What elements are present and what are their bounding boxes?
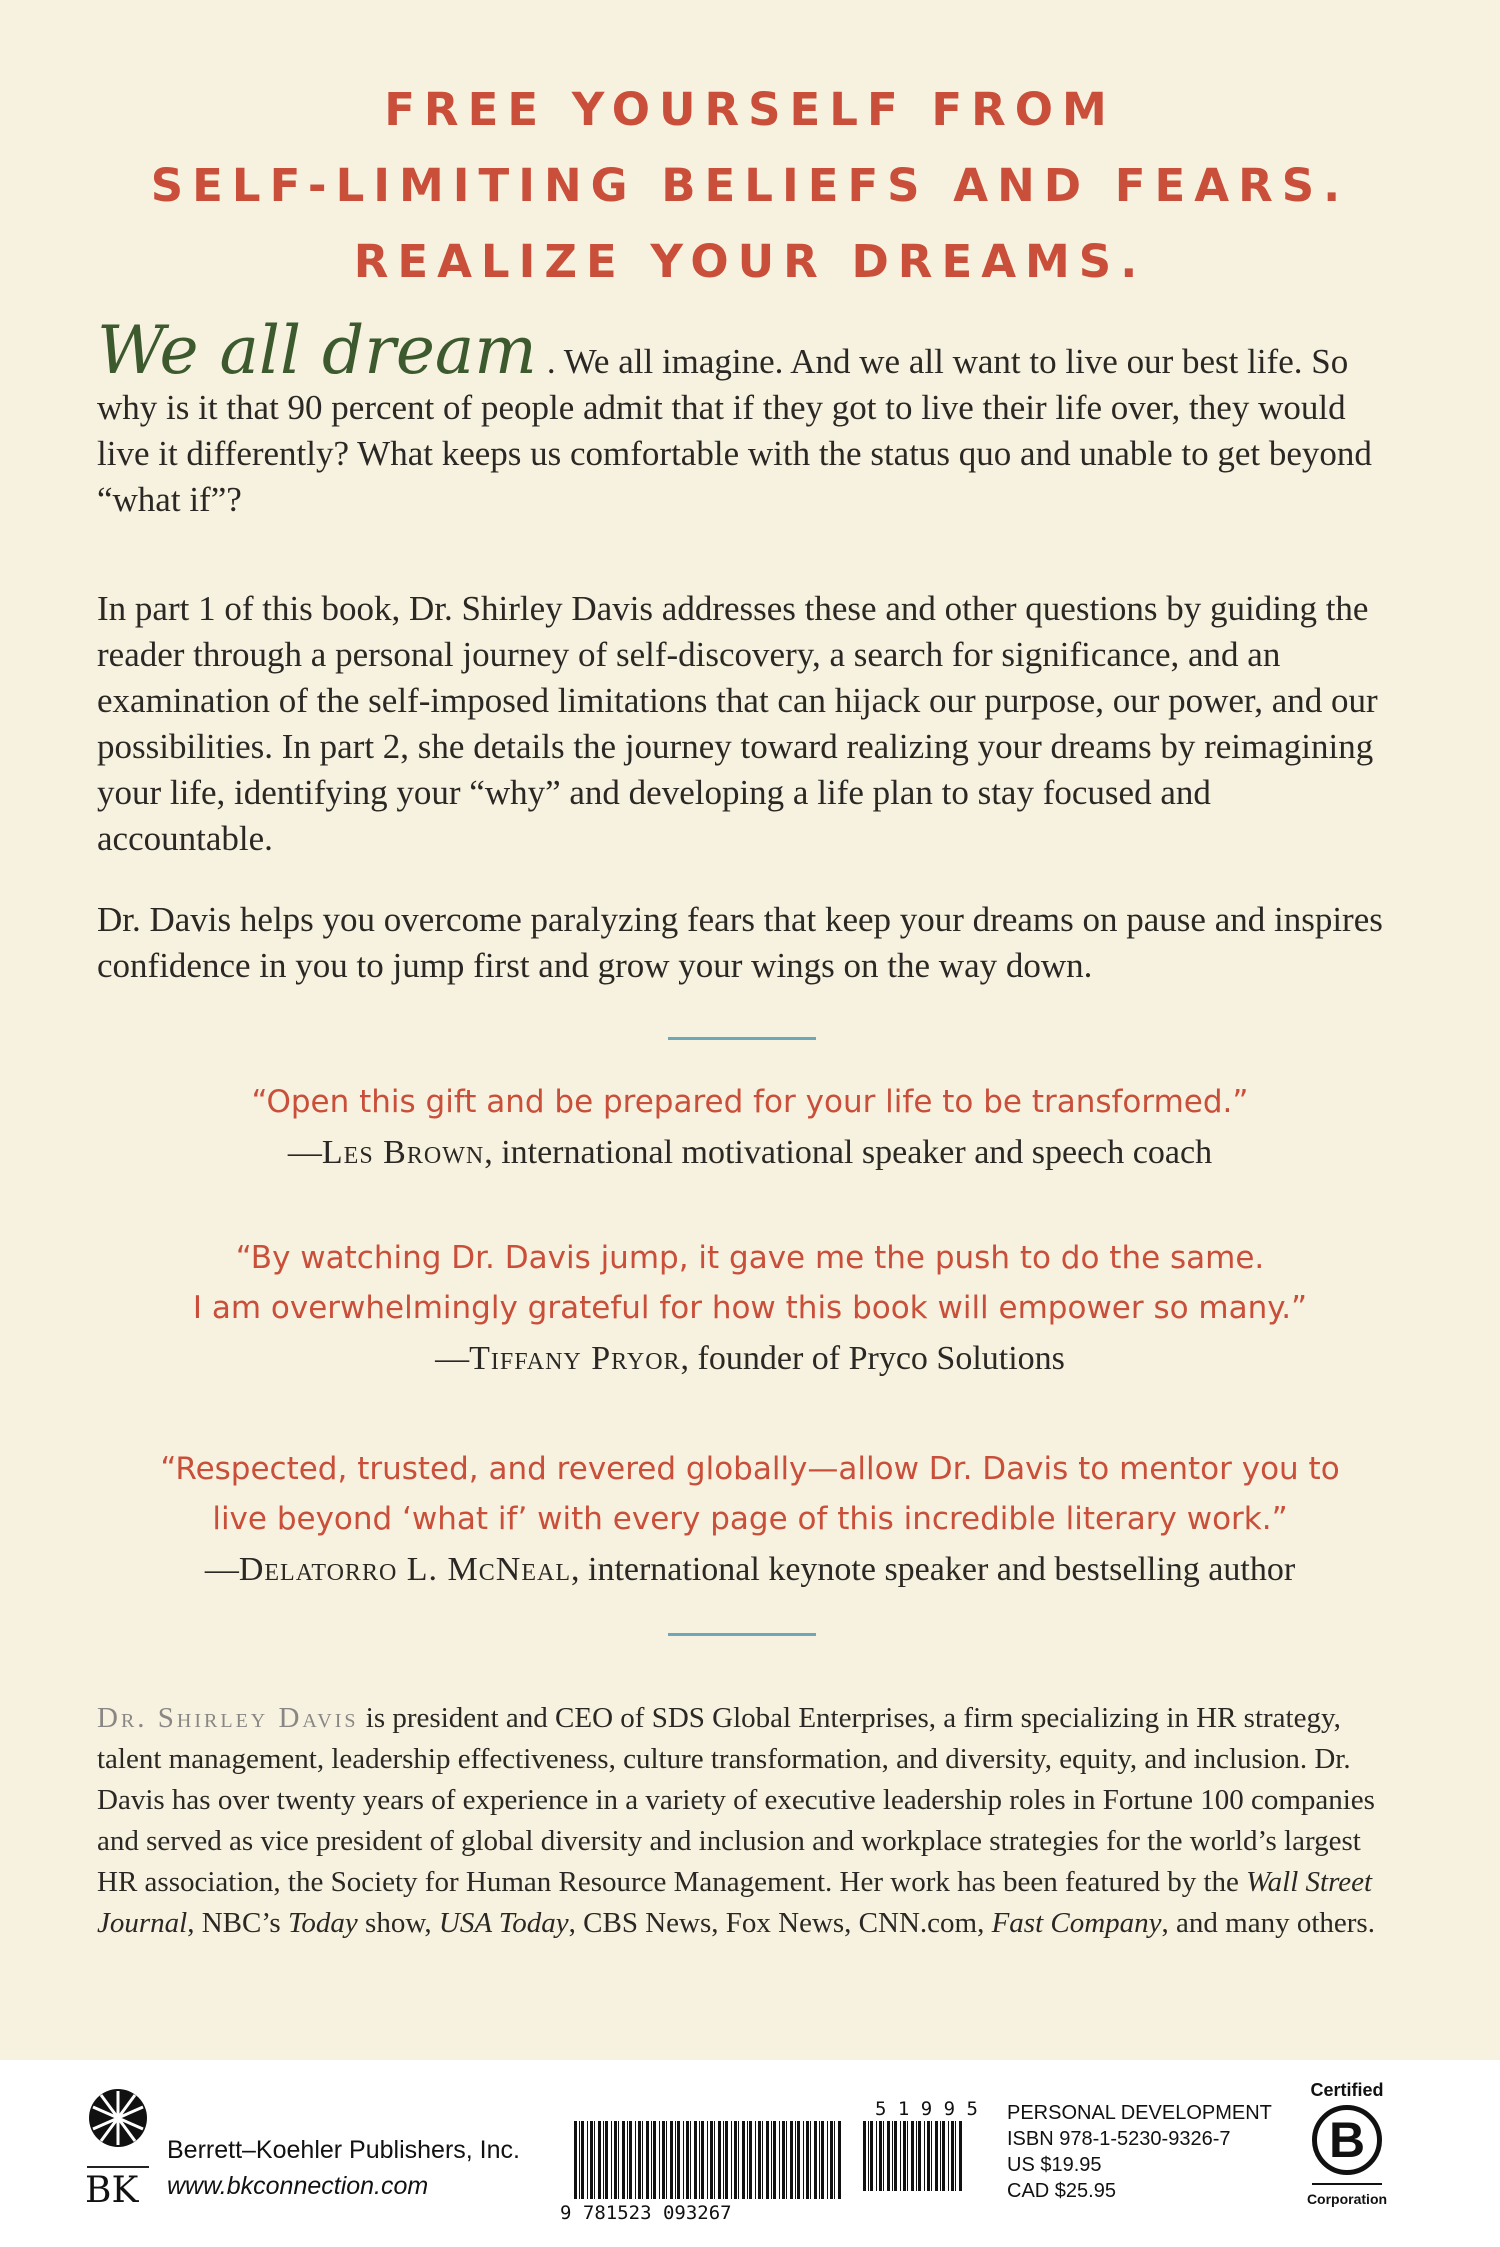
barcode-bar	[635, 2121, 636, 2199]
barcode-bar	[883, 2121, 884, 2191]
script-lead: We all dream	[97, 312, 537, 389]
quote-3-line-2: live beyond ‘what if’ with every page of this incredible literary work.”	[212, 1501, 1288, 1537]
barcode-bar	[670, 2121, 673, 2199]
barcode-bar	[959, 2121, 962, 2191]
endorsement-1	[0, 1077, 1500, 1179]
barcode-bar	[714, 2121, 715, 2199]
barcode-bar	[887, 2121, 890, 2191]
endorsement-2	[0, 1233, 1500, 1385]
barcode-bar	[755, 2121, 756, 2199]
bio-text: , and many others.	[1161, 1907, 1375, 1939]
barcode-bar	[806, 2121, 809, 2199]
barcode-bar	[723, 2121, 724, 2199]
barcode-bar	[581, 2121, 584, 2199]
barcode-bar	[790, 2121, 793, 2199]
barcode-bar	[900, 2121, 901, 2191]
barcode-bar	[916, 2121, 917, 2191]
barcode-bar	[868, 2121, 869, 2191]
barcode-bar	[605, 2121, 608, 2199]
quote-2-line-2: I am overwhelmingly grateful for how this book will empower so many.”	[192, 1290, 1308, 1326]
attribution-role: , founder of Pryco Solutions	[680, 1340, 1065, 1377]
barcode-bar	[747, 2121, 748, 2199]
bio-text: is president and CEO of SDS Global Enterprises, a firm specializing in HR strategy, talent management, leadership effectiveness, culture transformation, and diversity, equity, and inclusion. Dr. Davis has over twenty years of experience in a variety of executive leadership roles in Fortune 100 companies and served as vice president of global diversity and inclusion and workplace strategies for the world’s largest HR association, the Society for Human Resource Management. Her work has been featured by the	[97, 1702, 1375, 1898]
barcode-bar	[907, 2121, 908, 2191]
barcode-bar	[870, 2121, 873, 2191]
barcode-bar	[911, 2121, 914, 2191]
author-bio	[97, 1698, 1387, 1944]
price-code: 5 1 9 9 5	[875, 2098, 978, 2120]
barcode-bar	[686, 2121, 689, 2199]
barcode-bar	[797, 2121, 800, 2199]
barcode-bar	[773, 2121, 776, 2199]
bcorp-bottom-text: Corporation	[1306, 2191, 1388, 2207]
publisher-logo-icon	[87, 2087, 149, 2149]
barcode-bar	[827, 2121, 828, 2199]
barcode-bar	[653, 2121, 656, 2199]
barcode-bar	[646, 2121, 649, 2199]
barcode-bar	[677, 2121, 680, 2199]
barcode-bar	[611, 2121, 612, 2199]
barcode-bar	[940, 2121, 941, 2191]
barcode-bar	[699, 2121, 700, 2199]
barcode-bar	[579, 2121, 580, 2199]
barcode-bar	[894, 2121, 897, 2191]
barcode-bar	[821, 2121, 824, 2199]
barcode-bar	[879, 2121, 882, 2191]
barcode-bar	[707, 2121, 708, 2199]
barcode-bar	[819, 2121, 820, 2199]
bio-publication: USA Today	[438, 1907, 569, 1939]
barcode-bar	[598, 2121, 601, 2199]
headline	[0, 72, 1500, 300]
barcode-bar	[662, 2121, 665, 2199]
barcode-bar	[725, 2121, 728, 2199]
barcode-bar	[935, 2121, 938, 2191]
attribution-name: Delatorro L. McNeal	[238, 1551, 571, 1588]
barcode-bar	[810, 2121, 811, 2199]
barcode-bar	[622, 2121, 625, 2199]
quote-1-line-1: “Open this gift and be prepared for your life to be transformed.”	[251, 1084, 1249, 1120]
quote-2-line-1: “By watching Dr. Davis jump, it gave me the push to do the same.	[235, 1240, 1265, 1276]
barcode-bar	[659, 2121, 660, 2199]
barcode-bar	[734, 2121, 737, 2199]
attribution-2: —Tiffany Pryor, founder of Pryco Solutions	[435, 1340, 1065, 1377]
attribution-name: Tiffany Pryor	[469, 1340, 681, 1377]
barcode-bar	[779, 2121, 780, 2199]
barcode-bar	[927, 2121, 930, 2191]
barcode-bar	[758, 2121, 761, 2199]
barcode-bar	[629, 2121, 632, 2199]
headline-line-1: FREE YOURSELF FROM	[384, 83, 1116, 136]
barcode-bar	[803, 2121, 804, 2199]
attribution-role: , international keynote speaker and bestselling author	[571, 1551, 1296, 1588]
bio-text: show,	[357, 1907, 439, 1939]
barcode-bar	[683, 2121, 684, 2199]
barcode-bar	[614, 2121, 617, 2199]
barcode-bar	[762, 2121, 763, 2199]
barcode-bar	[701, 2121, 704, 2199]
barcode-bar	[742, 2121, 745, 2199]
bio-publication: Today	[287, 1907, 358, 1939]
barcode-bar	[876, 2121, 877, 2191]
isbn: ISBN 978-1-5230-9326-7	[1007, 2128, 1231, 2150]
endorsement-3	[0, 1444, 1500, 1596]
bio-publication: Fast Company	[991, 1907, 1162, 1939]
barcode-bar	[590, 2121, 593, 2199]
barcode-bar	[955, 2121, 956, 2191]
barcode-bar	[834, 2121, 835, 2199]
category: PERSONAL DEVELOPMENT	[1007, 2102, 1272, 2124]
headline-line-2: SELF-LIMITING BELIEFS AND FEARS.	[150, 159, 1350, 212]
barcode-bar	[603, 2121, 604, 2199]
barcode-bar	[903, 2121, 906, 2191]
publisher-website: www.bkconnection.com	[167, 2172, 429, 2200]
barcode-bar	[782, 2121, 785, 2199]
barcode-bar	[795, 2121, 796, 2199]
bcorp-icon: B	[1312, 2105, 1382, 2175]
footer	[0, 2060, 1500, 2247]
bcorp-badge	[1302, 2080, 1392, 2240]
barcode-bar	[738, 2121, 739, 2199]
description-paragraph: In part 1 of this book, Dr. Shirley Davis addresses these and other questions by guiding the reader through a personal journey of self-discovery, a search for significance, and an examination of the self-imposed limitations that can hijack our purpose, our power, and our possibilities. In part 2, she details the journey toward realizing your dreams by reimagining your life, identifying your “why” and developing a life plan to stay focused and accountable.	[97, 589, 1378, 858]
divider-top	[668, 1037, 816, 1040]
barcode-bar	[918, 2121, 921, 2191]
logo-rule	[87, 2166, 149, 2168]
barcode-bar	[574, 2121, 577, 2199]
book-meta	[1007, 2100, 1272, 2204]
barcode-bar	[863, 2121, 866, 2191]
headline-line-3: REALIZE YOUR DREAMS.	[353, 235, 1147, 288]
barcode-bar	[651, 2121, 652, 2199]
closing-paragraph: Dr. Davis helps you overcome paralyzing fears that keep your dreams on pause and inspires confidence in you to jump first and grow your wings on the way down.	[97, 900, 1383, 985]
barcode-bar	[666, 2121, 667, 2199]
barcode-bar	[749, 2121, 752, 2199]
barcode-bar	[838, 2121, 841, 2199]
publisher-name: Berrett–Koehler Publishers, Inc.	[167, 2136, 520, 2164]
barcode-bar	[594, 2121, 595, 2199]
barcode-bar	[718, 2121, 721, 2199]
logo-letters: BK	[85, 2170, 139, 2211]
barcode-bar	[892, 2121, 893, 2191]
barcode-bar	[675, 2121, 676, 2199]
barcode-bar	[814, 2121, 817, 2199]
bio-text: , CBS News, Fox News, CNN.com,	[568, 1907, 992, 1939]
barcode-bar	[786, 2121, 787, 2199]
intro-text: . We all imagine. And we all want to live our best life. So why is it that 90 percent of people admit that if they got to live their life over, they would live it differently? What keeps us comfortable with the status quo and unable to get beyond “what if”?	[97, 342, 1372, 519]
bio-text: , NBC’s	[187, 1907, 288, 1939]
author-name: Dr. Shirley Davis	[97, 1702, 359, 1734]
barcode-digits: 9 781523 093267	[560, 2202, 732, 2224]
barcode-bar	[771, 2121, 772, 2199]
barcode-bar	[766, 2121, 769, 2199]
isbn-barcode	[560, 2095, 980, 2225]
barcode-bar	[587, 2121, 588, 2199]
intro-paragraph	[97, 312, 1387, 523]
attribution-role: , international motivational speaker and speech coach	[484, 1134, 1213, 1171]
barcode-bar	[694, 2121, 697, 2199]
barcode-bar	[618, 2121, 619, 2199]
divider-bottom	[668, 1633, 816, 1636]
bio-publication: Wall Street Journal	[97, 1866, 1373, 1939]
quote-3-line-1: “Respected, trusted, and revered globally—allow Dr. Davis to mentor you to	[160, 1451, 1340, 1487]
barcode-bar	[710, 2121, 713, 2199]
barcode-bar	[627, 2121, 628, 2199]
barcode-bar	[924, 2121, 925, 2191]
us-price: US $19.95	[1007, 2154, 1102, 2176]
attribution-name: Les Brown	[321, 1134, 485, 1171]
barcode-bar	[948, 2121, 949, 2191]
barcode-bar	[830, 2121, 833, 2199]
attribution-1: —Les Brown, international motivational speaker and speech coach	[287, 1134, 1213, 1171]
barcode-bar	[638, 2121, 641, 2199]
barcode-bar	[642, 2121, 643, 2199]
attribution-3: —Delatorro L. McNeal, international keynote speaker and bestselling author	[204, 1551, 1296, 1588]
barcode-bar	[731, 2121, 732, 2199]
cad-price: CAD $25.95	[1007, 2180, 1116, 2202]
barcode-bar	[942, 2121, 945, 2191]
barcode-bar	[690, 2121, 691, 2199]
bcorp-top-text: Certified	[1310, 2080, 1384, 2100]
barcode-bar	[931, 2121, 932, 2191]
barcode-bar	[951, 2121, 954, 2191]
bcorp-rule	[1312, 2183, 1382, 2185]
